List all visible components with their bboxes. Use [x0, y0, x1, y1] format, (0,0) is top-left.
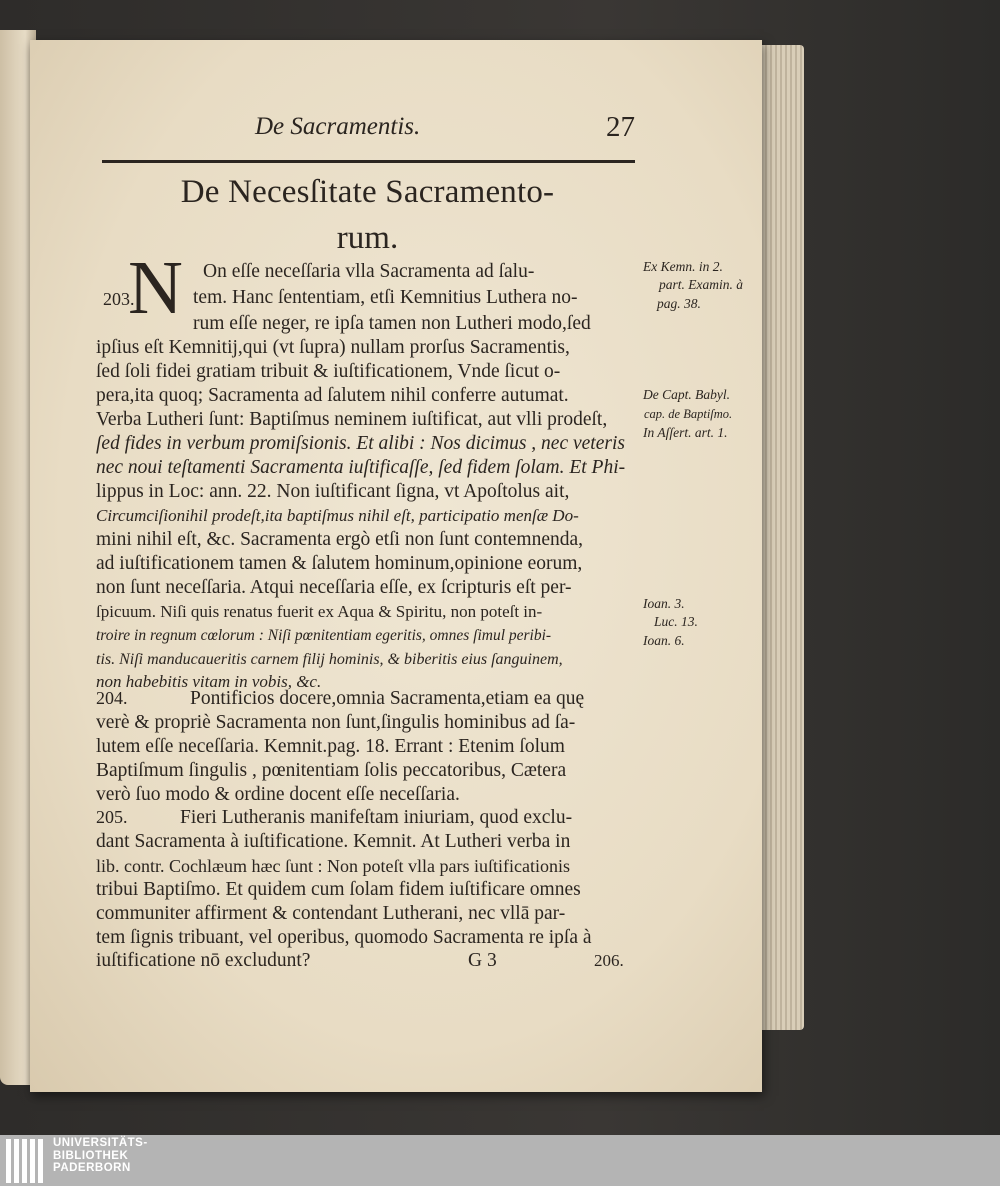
- text-line: Verba Lutheri ſunt: Baptiſmus neminem iuſtificat, aut vlli prodeſt,: [96, 409, 608, 430]
- chapter-title-line-2: rum.: [336, 220, 399, 256]
- catchword: 206.: [594, 951, 624, 970]
- margin-note: De Capt. Babyl.: [643, 387, 730, 402]
- text-line: nec noui teſtamenti Sacramenta iuſtificaſſe, ſed fidem ſolam. Et Phi-: [96, 457, 626, 478]
- text-line: ipſius eſt Kemnitij,qui (vt ſupra) nullam prorſus Sacramentis,: [96, 337, 570, 358]
- library-name: [53, 1137, 148, 1175]
- signature-mark: G 3: [468, 950, 497, 971]
- text-line: tem ſignis tribuant, vel operibus, quomodo Sacramenta re ipſa à: [96, 927, 592, 948]
- text-line: lippus in Loc: ann. 22. Non iuſtificant ſigna, vt Apoſtolus ait,: [96, 481, 570, 502]
- margin-note: part. Examin. à: [659, 277, 743, 292]
- text-line: Circumciſionihil prodeſt,ita baptiſmus nihil eſt, participatio menſæ Do-: [96, 506, 579, 525]
- section-number: 203.: [103, 289, 135, 309]
- margin-note: In Aſſert. art. 1.: [643, 425, 728, 440]
- text-line: dant Sacramenta à iuſtificatione. Kemnit. At Lutheri verba in: [96, 831, 571, 852]
- library-name-line: PADERBORN: [53, 1162, 131, 1174]
- drop-capital: N: [128, 246, 183, 330]
- text-line: Baptiſmum ſingulis , pœnitentiam ſolis peccatoribus, Cætera: [96, 760, 567, 781]
- text-line: ad iuſtificationem tamen & ſalutem hominum,opinione eorum,: [96, 553, 583, 574]
- text-line: iuſtificatione nō excludunt?: [96, 950, 311, 971]
- text-line: lutem eſſe neceſſaria. Kemnit.pag. 18. Errant : Etenim ſolum: [96, 736, 565, 757]
- margin-note: Ex Kemn. in 2.: [643, 259, 723, 274]
- page-number: 27: [606, 111, 635, 143]
- text-line: communiter affirment & contendant Lutherani, nec vllā par-: [96, 903, 566, 924]
- text-line: ſed ſoli fidei gratiam tribuit & iuſtificationem, Vnde ſicut o-: [96, 361, 561, 382]
- text-line: troire in regnum cœlorum : Niſi pœnitentiam egeritis, omnes ſimul peribi-: [96, 627, 552, 644]
- text-line: verè & propriè Sacramenta non ſunt,ſingulis hominibus ad ſa-: [96, 712, 576, 733]
- text-line: rum eſſe neger, re ipſa tamen non Lutheri modo,ſed: [193, 313, 591, 334]
- text-line: pera,ita quoq; Sacramenta ad ſalutem nihil conferre autumat.: [96, 385, 569, 406]
- section-number: 204.: [96, 688, 128, 708]
- margin-note: pag. 38.: [657, 296, 701, 311]
- text-line: mini nihil eſt, &c. Sacramenta ergò etſi non ſunt contemnenda,: [96, 529, 584, 550]
- chapter-title-line-1: De Necesſitate Sacramento-: [180, 174, 555, 210]
- running-head: De Sacramentis.: [255, 113, 421, 140]
- margin-note: Ioan. 3.: [643, 596, 685, 611]
- text-line: Pontificios docere,omnia Sacramenta,etiam ea quę: [190, 688, 585, 709]
- text-line: tem. Hanc ſententiam, etſi Kemnitius Luthera no-: [193, 287, 578, 308]
- text-line: ſpicuum. Niſi quis renatus fuerit ex Aqua & Spiritu, non poteſt in-: [96, 602, 543, 621]
- header-rule: [102, 160, 635, 163]
- text-line: tribui Baptiſmo. Et quidem cum ſolam fidem iuſtificare omnes: [96, 879, 581, 900]
- library-name-line: UNIVERSITÄTS-: [53, 1137, 148, 1149]
- text-line: non ſunt neceſſaria. Atqui neceſſaria eſſe, ex ſcripturis eſt per-: [96, 577, 572, 598]
- text-line: tis. Niſi manducaueritis carnem filij hominis, & biberitis eius ſanguinem,: [96, 651, 563, 668]
- text-line: verò ſuo modo & ordine docent eſſe neceſſaria.: [96, 784, 460, 805]
- text-line: On eſſe neceſſaria vlla Sacramenta ad ſalu-: [203, 261, 535, 282]
- library-logo-icon: [6, 1139, 46, 1183]
- library-name-line: BIBLIOTHEK: [53, 1149, 129, 1162]
- text-line: non habebitis vitam in vobis, &c.: [96, 672, 322, 691]
- library-footer-bar: [0, 1135, 1000, 1186]
- text-line: ſed fides in verbum promiſsionis. Et alibi : Nos dicimus , nec veteris: [96, 433, 625, 454]
- text-line: lib. contr. Cochlæum hæc ſunt : Non poteſt vlla pars iuſtificationis: [96, 856, 570, 876]
- margin-note: Luc. 13.: [654, 614, 698, 629]
- margin-note: Ioan. 6.: [643, 633, 685, 648]
- text-line: Fieri Lutheranis manifeſtam iniuriam, quod exclu-: [180, 807, 573, 828]
- margin-note: cap. de Baptiſmo.: [644, 407, 733, 421]
- section-number: 205.: [96, 807, 128, 827]
